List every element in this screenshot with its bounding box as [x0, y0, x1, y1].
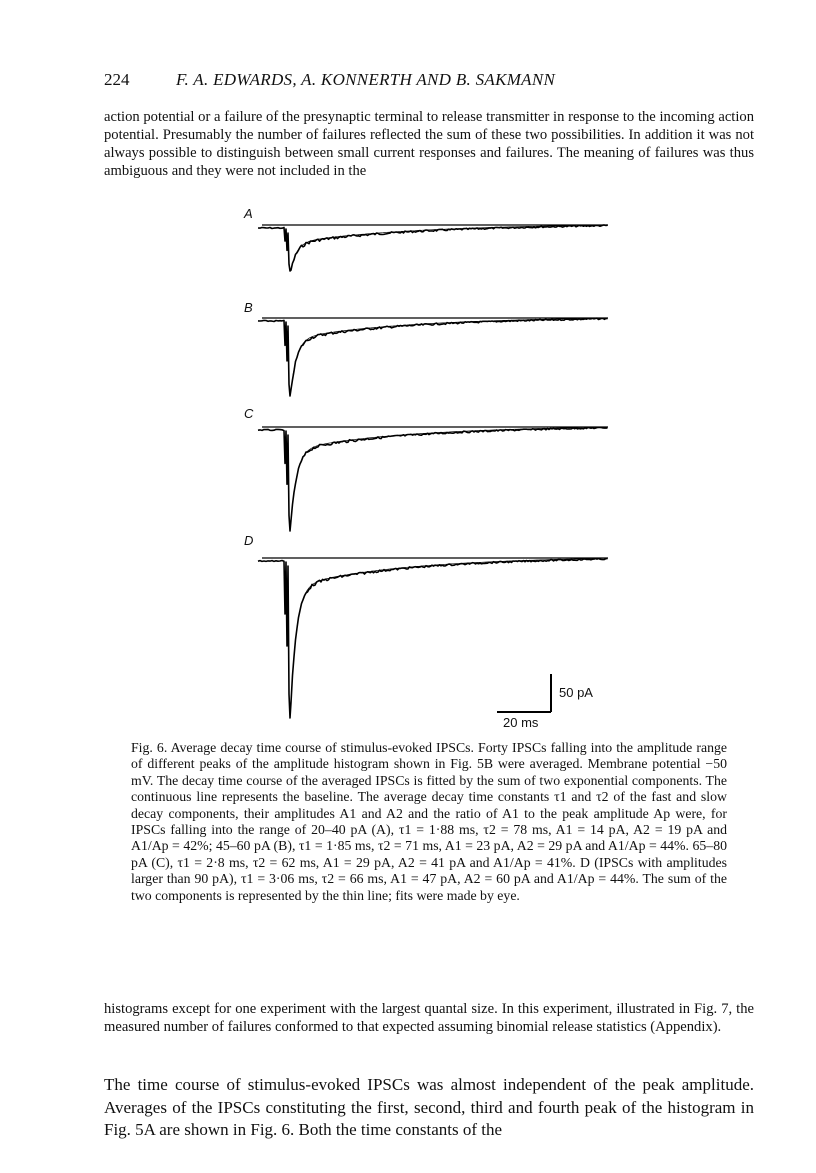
- panel-label-a: A: [244, 206, 253, 221]
- figure-caption: Fig. 6. Average decay time course of stimulus-evoked IPSCs. Forty IPSCs falling into the amplitude range of different peaks of the amplitude histogram shown in Fig. 5B were averaged. Membrane potential −50 mV. The decay time course of the averaged IPSCs is fitted by the sum of two exponential components. The continuous line represents the baseline. The average decay time constants τ1 and τ2 of the fast and slow decay components, their amplitudes A1 and A2 and the ratio of A1 to the peak amplitude Ap were, for IPSCs falling into the range of 20–40 pA (A), τ1 = 1·88 ms, τ2 = 78 ms, A1 = 14 pA, A2 = 19 pA and A1/Ap = 42%; 45–60 pA (B), τ1 = 1·85 ms, τ2 = 71 ms, A1 = 23 pA, A2 = 29 pA and A1/Ap = 44%. 65–80 pA (C), τ1 = 2·8 ms, τ2 = 62 ms, A1 = 29 pA, A2 = 41 pA and A1/Ap = 41%. D (IPSCs with amplitudes larger than 90 pA), τ1 = 3·06 ms, τ2 = 66 ms, A1 = 47 pA, A2 = 60 pA and A1/Ap = 44%. The sum of the two components is represented by the thin line; fits were made by eye.: [131, 740, 727, 903]
- panel-label-b: B: [244, 300, 253, 315]
- body-paragraph-top: action potential or a failure of the presynaptic terminal to release transmitter in response to the incoming action potential. Presumably the number of failures reflected the sum of these two possibilities. In addition it was not always possible to distinguish between small current responses and failures. The meaning of failures was thus ambiguous and they were not included in the: [104, 109, 754, 179]
- scale-label-amplitude: 50 pA: [559, 685, 593, 700]
- ipsc-trace-c: [258, 427, 608, 531]
- fit-curve-c: [293, 427, 607, 501]
- ipsc-trace-b: [258, 318, 608, 396]
- running-head: F. A. EDWARDS, A. KONNERTH AND B. SAKMANN: [176, 70, 556, 89]
- body-paragraph-bottom: The time course of stimulus-evoked IPSCs was almost independent of the peak amplitude. Averages of the IPSCs constituting the first, second, third and fourth peak of the histogram in Fig. 5A are shown in Fig. 6. Both the time constants of the: [104, 1075, 754, 1139]
- fit-curve-b: [293, 318, 607, 375]
- scale-label-time: 20 ms: [503, 715, 539, 730]
- panel-label-d: D: [244, 533, 254, 548]
- ipsc-trace-a: [258, 225, 608, 271]
- page-number: 224: [104, 70, 130, 89]
- body-paragraph-after-caption: histograms except for one experiment with the largest quantal size. In this experiment, illustrated in Fig. 7, the measured number of failures conformed to that expected assuming binomial release statistics (Appendix).: [104, 1001, 754, 1035]
- traces-group: [258, 225, 608, 718]
- panel-label-c: C: [244, 406, 254, 421]
- ipsc-trace-d: [258, 558, 608, 718]
- fit-curve-d: [293, 558, 607, 668]
